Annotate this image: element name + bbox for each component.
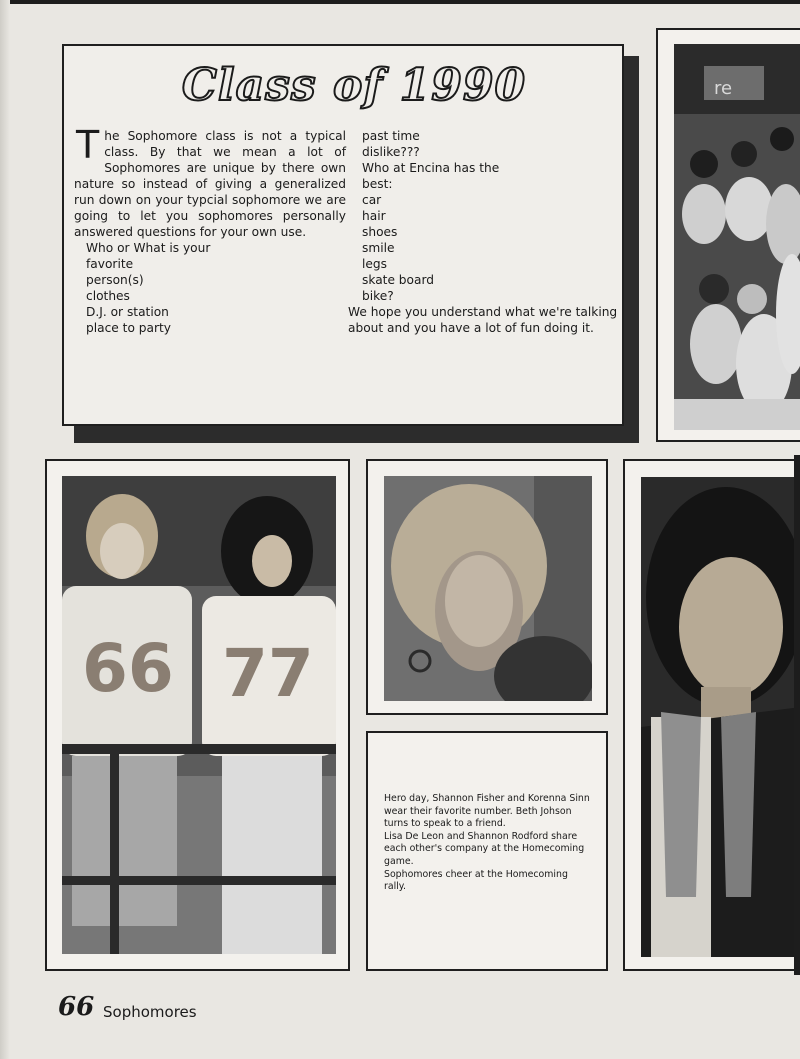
list-item: dislike??? (362, 145, 420, 159)
smiling-photo-image (641, 477, 800, 957)
caption-hero-day: Hero day, Shannon Fisher and Korenna Sinn wear their favorite number. Beth Johson turns to speak to a friend. (384, 793, 590, 830)
list-item: smile (362, 241, 395, 255)
feature-body-left (74, 123, 346, 336)
photo-captions (384, 793, 592, 894)
list-item: shoes (362, 225, 398, 239)
jersey-photo (62, 476, 336, 954)
page-binding-shadow (0, 0, 10, 1059)
question-lists-continued (348, 128, 620, 336)
jersey-number-right: 77 (222, 635, 314, 712)
section-name: Sophomores (103, 1003, 197, 1021)
question-2-cont: best: (362, 177, 393, 191)
portrait-photo-image (384, 476, 592, 701)
caption-box (366, 731, 608, 971)
feature-box (62, 44, 624, 426)
list-item: car (362, 193, 382, 207)
crowd-photo-frame (656, 28, 800, 442)
list-item: favorite (86, 257, 134, 271)
list-item: clothes (86, 289, 130, 303)
jersey-photo-frame (45, 459, 350, 971)
crowd-photo-image (674, 44, 800, 430)
smiling-photo-frame (623, 459, 800, 971)
caption-homecoming-rally: Sophomores cheer at the Homecoming rally. (384, 868, 568, 893)
page-number: 66 (58, 992, 95, 1022)
question-1-list (74, 240, 346, 336)
list-item: bike? (362, 289, 394, 303)
drop-cap: T (76, 123, 100, 167)
jersey-number-left: 66 (82, 630, 174, 707)
jersey-photo-image (62, 476, 336, 954)
list-item: place to party (86, 321, 171, 335)
portrait-photo (384, 476, 592, 701)
question-1: Who or What is your (86, 241, 211, 255)
crowd-photo (674, 44, 800, 430)
page-top-edge (0, 0, 800, 4)
smiling-photo (641, 477, 800, 957)
feature-body-right (348, 128, 620, 336)
right-edge-shadow (794, 455, 800, 975)
closing-text: We hope you understand what we're talking about and you have a lot of fun doing it. (348, 305, 618, 335)
intro-paragraph: he Sophomore class is not a typical class. By that we mean a lot of Sophomores are unique by there own nature so instead of giving a generalized run down on your typcial sophomore we are going to let you sophomores personally answered questions for your own use. (74, 129, 346, 239)
question-2: Who at Encina has the (362, 161, 500, 175)
page-title: Class of 1990 (181, 60, 527, 111)
list-item: legs (362, 257, 387, 271)
list-item: past time (362, 129, 420, 143)
portrait-photo-frame (366, 459, 608, 715)
list-item: skate board (362, 273, 435, 287)
caption-homecoming-game: Lisa De Leon and Shannon Rodford share each other's company at the Homecoming game. (384, 830, 585, 867)
banner-text: re (714, 78, 733, 99)
list-item: D.J. or station (86, 305, 169, 319)
list-item: person(s) (86, 273, 144, 287)
list-item: hair (362, 209, 386, 223)
